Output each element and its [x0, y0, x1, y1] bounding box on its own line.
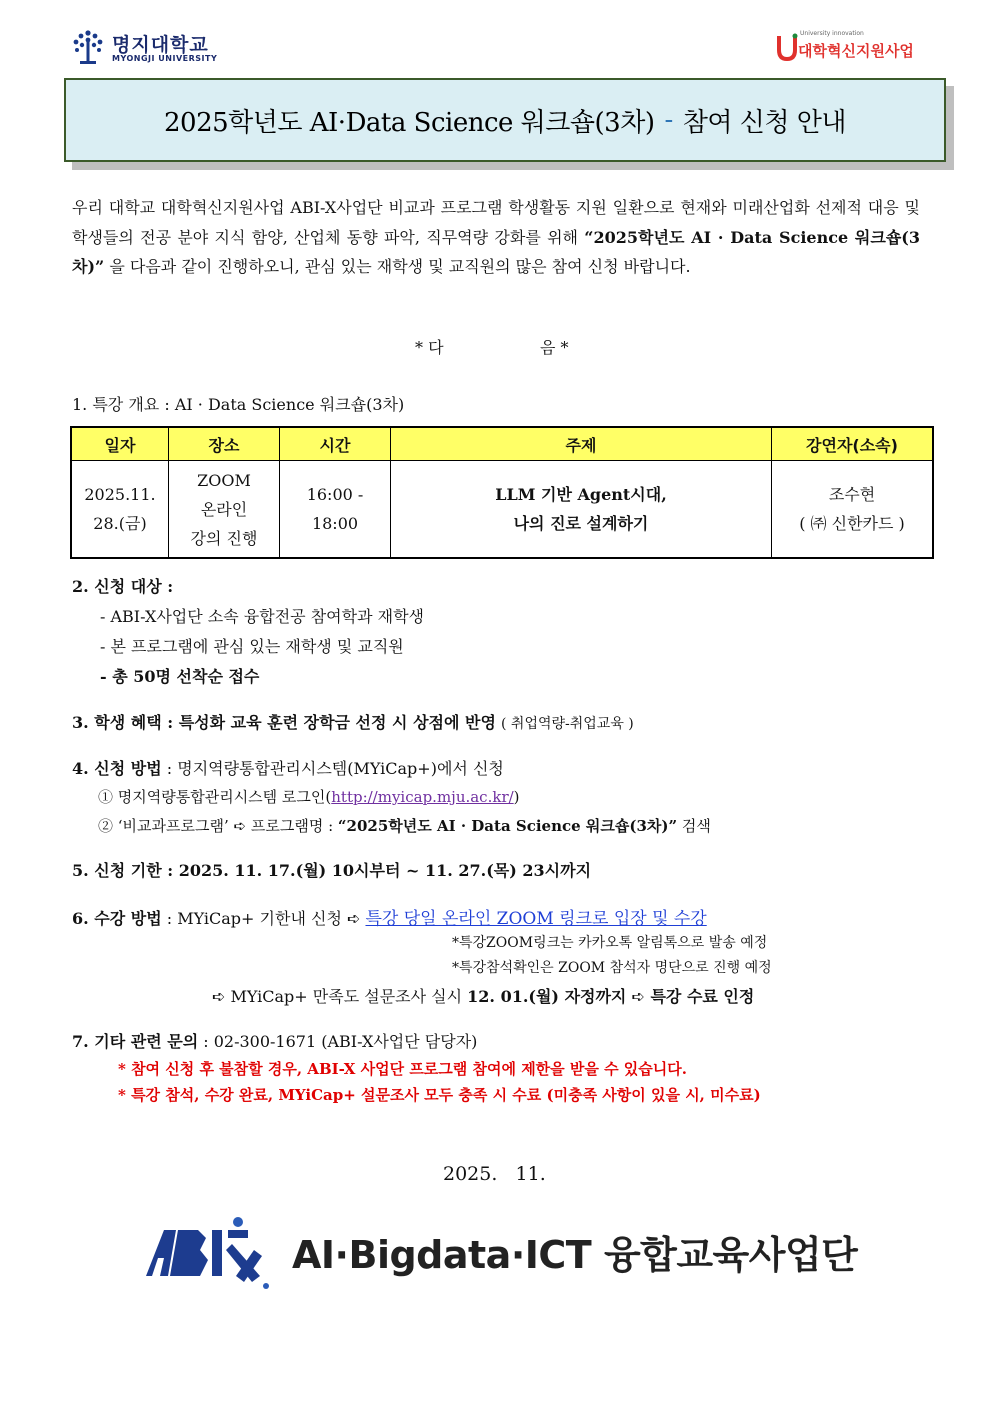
- table-header: 일자: [71, 427, 169, 461]
- zoom-note-1: *특강ZOOM링크는 카카오톡 알림톡으로 발송 예정: [452, 935, 768, 951]
- zoom-link[interactable]: 특강 당일 온라인 ZOOM 링크로 입장 및 수강: [365, 909, 707, 929]
- target-item: - ABI-X사업단 소속 융합전공 참여학과 재학생: [100, 607, 424, 626]
- section-7: 7. 기타 관련 문의 : 02-300-1671 (ABI-X사업단 담당자): [72, 1032, 478, 1051]
- arrow-right-icon: ➪: [346, 909, 361, 928]
- footer-logo-text: AI·Bigdata·ICT 융합교육사업단: [292, 1233, 858, 1277]
- document-date: 2025. 11.: [443, 1163, 546, 1185]
- dagum-right: 음 *: [540, 338, 569, 357]
- warning-2: * 특강 참석, 수강 완료, MYiCap+ 설문조사 모두 충족 시 수료 (미충족 사항이 있을 시, 미수료): [118, 1086, 761, 1104]
- section-4-label: 4. 신청 방법: [72, 759, 162, 778]
- abi-footer-logo: [142, 1214, 862, 1290]
- arrow-right-icon: ➪: [631, 987, 645, 1006]
- zoom-note-2: *특강참석확인은 ZOOM 참석자 명단으로 진행 예정: [452, 960, 772, 976]
- table-header: 강연자(소속): [772, 427, 934, 461]
- target-item: - 본 프로그램에 관심 있는 재학생 및 교직원: [100, 637, 404, 656]
- intro-paragraph: 우리 대학교 대학혁신지원사업 ABI-X사업단 비교과 프로그램 학생활동 지원 일환으로 현재와 미래산업화 선제적 대응 및 학생들의 전공 분야 지식 함양, 산업체 동향 파악, 직무역량 강화를 위해 “2025학년도 AI · Data Science 워크숍(3차)” 을 다음과 같이 진행하오니, 관심 있는 재학생 및 교직원의 많은 참여 신청 바랍니다.: [72, 198, 920, 276]
- completion-line: ➪ MYiCap+ 만족도 설문조사 실시 12. 01.(월) 자정까지 ➪ 특강 수료 인정: [212, 987, 755, 1006]
- section-3-note: ( 취업역량-취업교육 ): [501, 716, 634, 732]
- section-6-label: 6. 수강 방법: [72, 909, 162, 928]
- innovation-logo: [776, 30, 936, 66]
- section-7-label: 7. 기타 관련 문의: [72, 1032, 199, 1051]
- title-main: 2025학년도 AI·Data Science 워크숍(3차): [163, 107, 655, 138]
- university-name-eng: MYONGJI UNIVERSITY: [112, 54, 218, 63]
- section-5-label: 5. 신청 기한 : 2025. 11. 17.(월) 10시부터 ~ 11. 27.(목) 23시까지: [72, 861, 592, 880]
- title-box: [64, 78, 946, 162]
- section-3-label: 3. 학생 혜택 : 특성화 교육 훈련 장학금 선정 시 상점에 반영: [72, 713, 496, 732]
- lecture-table: [70, 426, 934, 559]
- section-6: 6. 수강 방법 : MYiCap+ 기한내 신청 ➪ 특강 당일 온라인 ZOOM 링크로 입장 및 수강: [72, 909, 707, 929]
- section-1-label: 1. 특강 개요 : AI · Data Science 워크숍(3차): [72, 395, 405, 414]
- title-dash: -: [664, 105, 673, 135]
- university-name: 명지대학교: [112, 34, 209, 56]
- title-tail: 참여 신청 안내: [682, 107, 846, 138]
- arrow-right-icon: ➪: [233, 817, 247, 835]
- intro-bold: “2025학년도 AI · Data Science 워크숍(3차)”: [72, 227, 920, 276]
- table-header: 시간: [280, 427, 391, 461]
- myongji-logo: [70, 28, 230, 68]
- warning-1: * 참여 신청 후 불참할 경우, ABI-X 사업단 프로그램 참여에 제한을 받을 수 있습니다.: [118, 1060, 687, 1078]
- cell-speaker: 조수현 ( ㈜ 신한카드 ): [772, 461, 934, 559]
- cell-place: ZOOM 온라인 강의 진행: [169, 461, 280, 559]
- innovation-text: 대학혁신지원사업: [798, 42, 914, 60]
- target-item: - 총 50명 선착순 접수: [100, 667, 260, 686]
- cell-date: 2025.11. 28.(금): [71, 461, 169, 559]
- section-4: 4. 신청 방법 : 명지역량통합관리시스템(MYiCap+)에서 신청: [72, 759, 504, 778]
- step-2: ② ‘비교과프로그램’ ➪ 프로그램명 : “2025학년도 AI · Data Science 워크숍(3차)” 검색: [98, 817, 711, 835]
- tree-emblem-icon: [70, 28, 106, 66]
- abi-x-logo-icon: [142, 1214, 282, 1290]
- u-mark-icon: [776, 32, 798, 62]
- cell-topic: LLM 기반 Agent시대, 나의 진로 설계하기: [391, 461, 772, 559]
- table-header: 주제: [391, 427, 772, 461]
- step-1: ① 명지역량통합관리시스템 로그인(http://myicap.mju.ac.kr/): [98, 788, 520, 806]
- table-header-row: [71, 427, 933, 461]
- arrow-right-icon: ➪: [212, 987, 226, 1006]
- dagum-left: * 다: [415, 338, 444, 357]
- myicap-link[interactable]: http://myicap.mju.ac.kr/: [331, 788, 514, 806]
- section-3: [72, 710, 634, 733]
- cell-time: 16:00 - 18:00: [280, 461, 391, 559]
- section-2-label: 2. 신청 대상 :: [72, 577, 174, 596]
- table-header: 장소: [169, 427, 280, 461]
- innovation-small-text: University innovation: [800, 30, 864, 37]
- table-row: [71, 461, 933, 559]
